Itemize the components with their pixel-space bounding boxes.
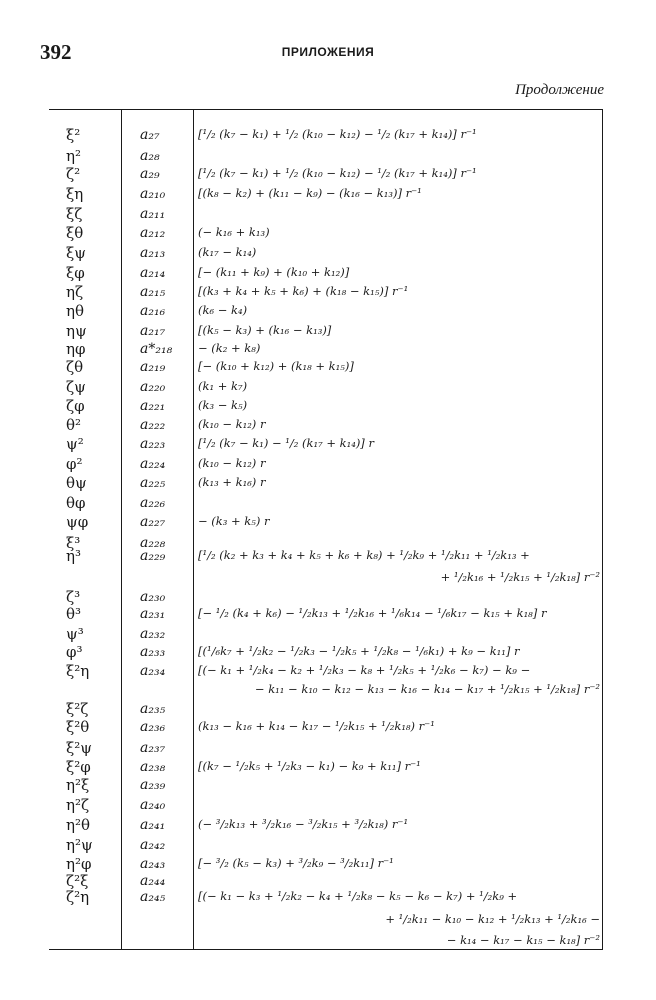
- coefficient-label: a₂₁₅: [140, 284, 166, 300]
- formula-line: (− ³/₂k₁₃ + ³/₂k₁₆ − ³/₂k₁₅ + ³/₂k₁₈) r⁻¹: [198, 817, 409, 831]
- coefficient-label: a₂₃₂: [140, 626, 166, 642]
- monomial-symbol: ζ²ξ: [66, 872, 89, 890]
- coefficient-label: a₂₂₄: [140, 456, 166, 472]
- monomial-symbol: η³: [66, 547, 81, 565]
- formula-line: [(k₅ − k₃) + (k₁₆ − k₁₃)]: [198, 323, 332, 337]
- coefficient-formula: [198, 885, 600, 947]
- monomial-symbol: ψφ: [66, 513, 89, 531]
- coefficient-formula: [198, 510, 600, 532]
- coefficient-formula: [198, 355, 600, 377]
- table-right-border: [602, 109, 603, 950]
- coefficient-label: a₂₃₉: [140, 777, 166, 793]
- monomial-symbol: ξ²φ: [66, 758, 91, 776]
- coefficient-label: a₂₄₅: [140, 889, 166, 905]
- formula-line: (− k₁₆ + k₁₃): [198, 225, 270, 239]
- monomial-symbol: ξφ: [66, 264, 85, 282]
- formula-line: [(− k₁ + ¹/₂k₄ − k₂ + ¹/₂k₃ − k₈ + ¹/₂k₅ + ¹/₂k₆ − k₇) − k₉ −: [198, 663, 531, 677]
- monomial-symbol: θ²: [66, 416, 82, 434]
- formula-line: + ¹/₂k₁₆ + ¹/₂k₁₅ + ¹/₂k₁₈] r⁻²: [440, 570, 600, 584]
- monomial-symbol: ζθ: [66, 358, 84, 376]
- coefficient-label: a₂₃₀: [140, 589, 166, 605]
- formula-line: − (k₂ + k₈): [198, 341, 261, 355]
- coefficient-formula: [198, 602, 600, 624]
- coefficient-label: a₂₂₅: [140, 475, 166, 491]
- monomial-symbol: ξψ: [66, 244, 87, 262]
- formula-line: − k₁₁ − k₁₀ − k₁₂ − k₁₃ − k₁₆ − k₁₄ − k₁₇ + ¹/₂k₁₅ + ¹/₂k₁₈] r⁻²: [254, 682, 600, 696]
- coefficient-label: a₂₂₃: [140, 436, 166, 452]
- running-head: ПРИЛОЖЕНИЯ: [281, 45, 375, 59]
- coefficient-label: a₂₄₁: [140, 817, 166, 833]
- coefficient-label: a₂₁₆: [140, 303, 166, 319]
- monomial-symbol: ζ²η: [66, 888, 90, 906]
- monomial-symbol: ξ³: [66, 534, 81, 552]
- monomial-symbol: ηψ: [66, 322, 87, 340]
- column-divider: [121, 109, 122, 950]
- table-continued-label: Продолжение: [515, 82, 604, 98]
- coefficient-label: a₂₂₈: [140, 535, 166, 551]
- monomial-symbol: ξ²ζ: [66, 700, 89, 718]
- monomial-symbol: η²ψ: [66, 836, 93, 854]
- formula-line: [¹/₂ (k₂ + k₃ + k₄ + k₅ + k₆ + k₈) + ¹/₂k₉ + ¹/₂k₁₁ + ¹/₂k₁₃ +: [198, 548, 530, 562]
- coefficient-label: a₂₂₁: [140, 398, 166, 414]
- coefficient-label: a₂₈: [140, 148, 160, 164]
- coefficient-formula: [198, 852, 600, 874]
- coefficient-label: a₂₄₀: [140, 797, 166, 813]
- monomial-symbol: ηθ: [66, 302, 85, 320]
- coefficient-formula: [198, 221, 600, 243]
- formula-line: [(k₈ − k₂) + (k₁₁ − k₉) − (k₁₆ − k₁₃)] r⁻¹: [198, 186, 422, 200]
- monomial-symbol: ξθ: [66, 224, 84, 242]
- coefficient-label: a₂₃₇: [140, 740, 166, 756]
- coefficient-formula: [198, 123, 600, 145]
- formula-line: [¹/₂ (k₇ − k₁) − ¹/₂ (k₁₇ + k₁₄)] r: [198, 436, 374, 450]
- monomial-symbol: ξ²θ: [66, 718, 90, 736]
- monomial-symbol: φ³: [66, 643, 83, 661]
- coefficient-label: a₂₂₇: [140, 514, 166, 530]
- formula-line: + ¹/₂k₁₁ − k₁₀ − k₁₂ + ¹/₂k₁₃ + ¹/₂k₁₆ −: [385, 912, 600, 926]
- monomial-symbol: ηζ: [66, 283, 84, 301]
- monomial-symbol: ζψ: [66, 378, 86, 396]
- formula-line: [¹/₂ (k₇ − k₁) + ¹/₂ (k₁₀ − k₁₂) − ¹/₂ (k₁₇ + k₁₄)] r⁻¹: [198, 127, 477, 141]
- coefficient-label: a₂₇: [140, 127, 160, 143]
- coefficient-formula: [198, 182, 600, 204]
- monomial-symbol: η²θ: [66, 816, 91, 834]
- coefficient-formula: [198, 299, 600, 321]
- coefficient-label: a₂₃₆: [140, 719, 166, 735]
- formula-line: (k₁₃ + k₁₆) r: [198, 475, 266, 489]
- coefficient-label: a₂₃₅: [140, 701, 166, 717]
- coefficient-formula: [198, 241, 600, 263]
- formula-line: [− ¹/₂ (k₄ + k₆) − ¹/₂k₁₃ + ¹/₂k₁₆ + ¹/₆k₁₄ − ¹/₆k₁₇ − k₁₅ + k₁₈] r: [198, 606, 547, 620]
- coefficient-label: a₂₄₃: [140, 856, 166, 872]
- coefficient-label: a₂₂₂: [140, 417, 166, 433]
- formula-line: [(k₇ − ¹/₂k₅ + ¹/₂k₃ − k₁) − k₉ + k₁₁] r⁻¹: [198, 759, 421, 773]
- coefficient-label: a₂₃₁: [140, 606, 166, 622]
- monomial-symbol: ζ²: [66, 165, 81, 183]
- monomial-symbol: ξη: [66, 185, 84, 203]
- formula-line: (k₁₀ − k₁₂) r: [198, 456, 266, 470]
- monomial-symbol: η²φ: [66, 855, 92, 873]
- formula-line: [− (k₁₁ + k₉) + (k₁₀ + k₁₂)]: [198, 265, 350, 279]
- monomial-symbol: η²ξ: [66, 776, 90, 794]
- coefficient-label: a₂₁₂: [140, 225, 166, 241]
- monomial-symbol: ξ²: [66, 126, 81, 144]
- coefficient-formula: [198, 471, 600, 493]
- page-number: 392: [40, 40, 72, 64]
- monomial-symbol: η²: [66, 147, 81, 165]
- monomial-symbol: θ³: [66, 605, 82, 623]
- coefficient-formula: [198, 813, 600, 835]
- formula-line: − (k₃ + k₅) r: [198, 514, 270, 528]
- formula-line: [(− k₁ − k₃ + ¹/₂k₂ − k₄ + ¹/₂k₈ − k₅ − k₆ − k₇) + ¹/₂k₉ +: [198, 889, 518, 903]
- coefficient-label: a₂₃₈: [140, 759, 166, 775]
- formula-line: − k₁₄ − k₁₇ − k₁₅ − k₁₈] r⁻²: [446, 933, 600, 947]
- monomial-symbol: ξ²η: [66, 662, 90, 680]
- coefficient-formula: [198, 659, 600, 696]
- coefficient-label: a₂₁₃: [140, 245, 166, 261]
- coefficient-formula: [198, 715, 600, 737]
- coefficient-formula: [198, 432, 600, 454]
- monomial-symbol: ξ²ψ: [66, 739, 93, 757]
- monomial-symbol: θψ: [66, 474, 87, 492]
- monomial-symbol: θφ: [66, 494, 86, 512]
- monomial-symbol: ψ³: [66, 625, 84, 643]
- coefficient-label: a₂₉: [140, 166, 160, 182]
- monomial-symbol: ζ³: [66, 588, 81, 606]
- formula-line: [(¹/₆k₇ + ¹/₂k₂ − ¹/₂k₃ − ¹/₂k₅ + ¹/₂k₈ − ¹/₆k₁) + k₉ − k₁₁] r: [198, 644, 520, 658]
- formula-line: (k₁ + k₇): [198, 379, 248, 393]
- coefficient-label: a₂₄₄: [140, 873, 166, 889]
- monomial-symbol: ζφ: [66, 397, 85, 415]
- formula-line: [(k₃ + k₄ + k₅ + k₆) + (k₁₈ − k₁₅)] r⁻¹: [198, 284, 409, 298]
- coefficient-label: a₂₁₁: [140, 206, 166, 222]
- monomial-symbol: ηφ: [66, 340, 86, 358]
- coefficient-label: a₂₂₀: [140, 379, 166, 395]
- coefficient-formula: [198, 544, 600, 584]
- coefficient-formula: [198, 162, 600, 184]
- monomial-symbol: φ²: [66, 455, 83, 473]
- coefficient-label: a₂₁₇: [140, 323, 166, 339]
- coefficient-label: a₂₂₉: [140, 548, 166, 564]
- monomial-symbol: ξζ: [66, 205, 83, 223]
- formula-line: (k₁₇ − k₁₄): [198, 245, 257, 259]
- formula-line: [− ³/₂ (k₅ − k₃) + ³/₂k₉ − ³/₂k₁₁] r⁻¹: [198, 856, 394, 870]
- formula-line: (k₆ − k₄): [198, 303, 248, 317]
- coefficient-label: a₂₁₉: [140, 359, 166, 375]
- coefficient-label: a₂₂₆: [140, 495, 166, 511]
- coefficient-label: a*₂₁₈: [140, 341, 173, 357]
- formula-line: [¹/₂ (k₇ − k₁) + ¹/₂ (k₁₀ − k₁₂) − ¹/₂ (k₁₇ + k₁₄)] r⁻¹: [198, 166, 477, 180]
- formula-line: (k₃ − k₅): [198, 398, 248, 412]
- formula-line: (k₁₃ − k₁₆ + k₁₄ − k₁₇ − ¹/₂k₁₅ + ¹/₂k₁₈) r⁻¹: [198, 719, 435, 733]
- coefficient-label: a₂₄₂: [140, 837, 166, 853]
- formula-line: (k₁₀ − k₁₂) r: [198, 417, 266, 431]
- monomial-symbol: η²ζ: [66, 796, 90, 814]
- monomial-symbol: ψ²: [66, 435, 84, 453]
- column-divider: [193, 109, 194, 950]
- coefficient-label: a₂₁₄: [140, 265, 166, 281]
- coefficient-formula: [198, 755, 600, 777]
- coefficient-label: a₂₃₄: [140, 663, 166, 679]
- formula-line: [− (k₁₀ + k₁₂) + (k₁₈ + k₁₅)]: [198, 359, 354, 373]
- coefficient-label: a₂₃₃: [140, 644, 166, 660]
- coefficient-label: a₂₁₀: [140, 186, 166, 202]
